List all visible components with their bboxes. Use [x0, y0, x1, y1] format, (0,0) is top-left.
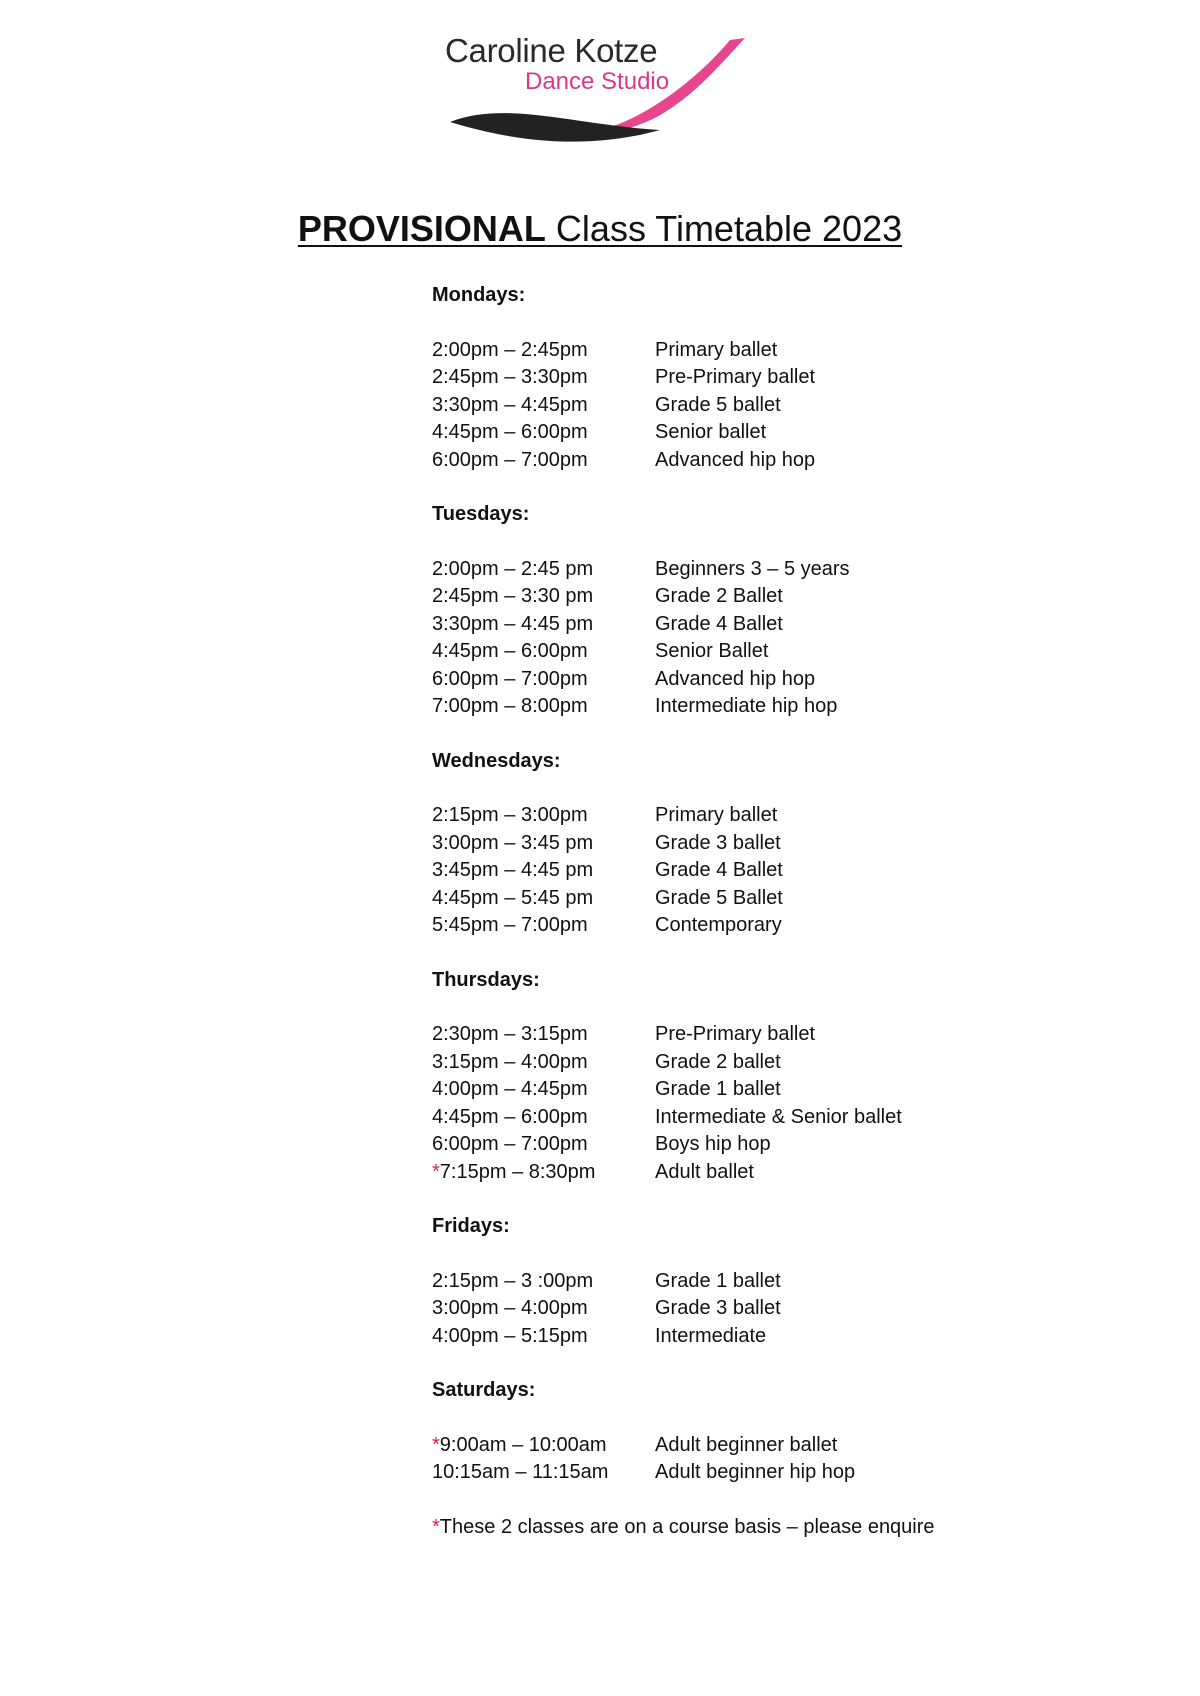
class-name: Adult ballet — [655, 1160, 754, 1183]
class-row — [432, 666, 992, 694]
class-time — [432, 1159, 655, 1187]
class-time-text: 2:45pm – 3:30 pm — [432, 585, 594, 607]
logo-subtitle: Dance Studio — [525, 68, 670, 95]
class-time-text: 3:30pm – 4:45pm — [432, 393, 588, 416]
timetable — [432, 282, 992, 1541]
class-row — [432, 802, 992, 830]
class-row — [432, 885, 992, 913]
day-heading: Mondays: — [432, 284, 526, 306]
class-time-text: 3:30pm – 4:45 pm — [432, 612, 594, 635]
class-row — [432, 1432, 992, 1460]
class-time — [432, 857, 655, 885]
class-time — [432, 1104, 655, 1132]
class-time — [432, 1076, 655, 1104]
day-class-list — [432, 1268, 992, 1351]
class-time-text: 4:45pm – 6:00pm — [432, 421, 588, 443]
class-name: Advanced hip hop — [655, 448, 816, 471]
class-name: Primary ballet — [655, 804, 778, 826]
class-time-text: 4:00pm – 4:45pm — [432, 1078, 588, 1100]
class-row — [432, 912, 992, 940]
class-name: Grade 4 Ballet — [655, 612, 783, 635]
class-name: Grade 3 ballet — [655, 831, 781, 854]
class-time-text: 10:15am – 11:15am — [432, 1461, 609, 1483]
class-time-text: 2:15pm – 3:00pm — [432, 804, 588, 826]
class-time-text: 9:00am – 10:00am — [439, 1433, 607, 1456]
class-time-text: 2:30pm – 3:15pm — [432, 1023, 588, 1045]
class-row — [432, 337, 992, 365]
class-time — [432, 1432, 655, 1460]
class-row — [432, 447, 992, 475]
title-rest: Class Timetable 2023 — [545, 208, 903, 249]
day-heading: Saturdays: — [432, 1379, 536, 1401]
studio-logo — [445, 30, 765, 155]
class-name: Beginners 3 – 5 years — [655, 557, 850, 580]
class-time — [432, 693, 655, 721]
class-name: Boys hip hop — [655, 1133, 771, 1155]
class-row — [432, 857, 992, 885]
class-time — [432, 1268, 655, 1296]
class-time-text: 2:45pm – 3:30pm — [432, 366, 588, 388]
asterisk-mark: * — [432, 1433, 440, 1456]
class-name: Contemporary — [655, 914, 782, 936]
day-heading: Wednesdays: — [432, 749, 561, 772]
footnote-text: These 2 classes are on a course basis – please enquire — [439, 1515, 935, 1538]
day-heading: Fridays: — [432, 1215, 510, 1237]
class-time — [432, 1049, 655, 1077]
class-row — [432, 1104, 992, 1132]
class-time — [432, 1459, 655, 1487]
class-time — [432, 556, 655, 584]
class-time-text: 4:45pm – 5:45 pm — [432, 886, 594, 909]
class-row — [432, 1076, 992, 1104]
class-time — [432, 638, 655, 666]
class-time-text: 2:15pm – 3 :00pm — [432, 1269, 594, 1292]
class-time — [432, 666, 655, 694]
class-name: Senior Ballet — [655, 640, 769, 662]
class-row — [432, 583, 992, 611]
day-class-list — [432, 556, 992, 721]
class-row — [432, 1295, 992, 1323]
class-time-text: 2:00pm – 2:45pm — [432, 338, 588, 361]
class-time — [432, 1021, 655, 1049]
class-name: Grade 2 Ballet — [655, 585, 783, 607]
page-title — [0, 208, 1200, 250]
class-name: Advanced hip hop — [655, 667, 816, 690]
class-name: Intermediate hip hop — [655, 695, 838, 717]
class-row — [432, 419, 992, 447]
class-name: Intermediate & Senior ballet — [655, 1105, 902, 1128]
class-time — [432, 802, 655, 830]
day-class-list — [432, 1021, 992, 1186]
class-row — [432, 693, 992, 721]
class-name: Intermediate — [655, 1324, 767, 1347]
class-time — [432, 912, 655, 940]
class-time — [432, 364, 655, 392]
class-name: Grade 1 ballet — [655, 1269, 781, 1292]
class-time — [432, 1323, 655, 1351]
class-row — [432, 1021, 992, 1049]
class-row — [432, 392, 992, 420]
class-name: Grade 3 ballet — [655, 1297, 781, 1319]
class-name: Senior ballet — [655, 421, 767, 443]
class-time-text: 6:00pm – 7:00pm — [432, 448, 588, 471]
class-row — [432, 364, 992, 392]
class-name: Grade 1 ballet — [655, 1078, 781, 1100]
class-row — [432, 1323, 992, 1351]
class-row — [432, 1159, 992, 1187]
class-row — [432, 1268, 992, 1296]
class-row — [432, 1131, 992, 1159]
class-time-text: 4:45pm – 6:00pm — [432, 640, 588, 662]
class-row — [432, 1049, 992, 1077]
day-heading: Thursdays: — [432, 968, 540, 991]
class-time — [432, 885, 655, 913]
class-time — [432, 337, 655, 365]
footnote — [432, 1514, 992, 1542]
class-name: Grade 2 ballet — [655, 1050, 781, 1073]
class-name: Grade 5 Ballet — [655, 886, 783, 909]
class-time — [432, 447, 655, 475]
class-time — [432, 1131, 655, 1159]
class-name: Grade 4 Ballet — [655, 859, 783, 881]
class-time-text: 3:45pm – 4:45 pm — [432, 859, 594, 881]
class-time-text: 7:00pm – 8:00pm — [432, 695, 588, 717]
class-time-text: 6:00pm – 7:00pm — [432, 667, 588, 690]
class-row — [432, 611, 992, 639]
class-row — [432, 1459, 992, 1487]
class-time-text: 4:00pm – 5:15pm — [432, 1324, 588, 1347]
class-time-text: 3:15pm – 4:00pm — [432, 1050, 588, 1073]
class-name: Adult beginner hip hop — [655, 1461, 856, 1483]
class-name: Pre-Primary ballet — [655, 366, 816, 388]
day-heading: Tuesdays: — [432, 503, 530, 525]
class-name: Primary ballet — [655, 338, 778, 361]
class-name: Pre-Primary ballet — [655, 1023, 816, 1045]
logo-name: Caroline Kotze — [445, 32, 658, 69]
class-time-text: 3:00pm – 3:45 pm — [432, 831, 594, 854]
class-time — [432, 583, 655, 611]
class-time — [432, 419, 655, 447]
class-time-text: 3:00pm – 4:00pm — [432, 1297, 588, 1319]
class-time — [432, 830, 655, 858]
class-time-text: 7:15pm – 8:30pm — [439, 1160, 596, 1183]
class-time — [432, 1295, 655, 1323]
title-provisional: PROVISIONAL — [297, 208, 546, 249]
class-name: Adult beginner ballet — [655, 1433, 838, 1456]
class-name: Grade 5 ballet — [655, 393, 781, 416]
class-time — [432, 611, 655, 639]
class-row — [432, 830, 992, 858]
day-class-list — [432, 337, 992, 475]
class-time-text: 2:00pm – 2:45 pm — [432, 557, 594, 580]
asterisk-mark: * — [432, 1160, 440, 1183]
class-row — [432, 638, 992, 666]
day-class-list — [432, 802, 992, 940]
day-class-list — [432, 1432, 992, 1487]
asterisk-mark: * — [432, 1515, 440, 1538]
class-time-text: 4:45pm – 6:00pm — [432, 1105, 588, 1128]
class-time-text: 6:00pm – 7:00pm — [432, 1133, 588, 1155]
class-time — [432, 392, 655, 420]
class-time-text: 5:45pm – 7:00pm — [432, 914, 588, 936]
class-row — [432, 556, 992, 584]
